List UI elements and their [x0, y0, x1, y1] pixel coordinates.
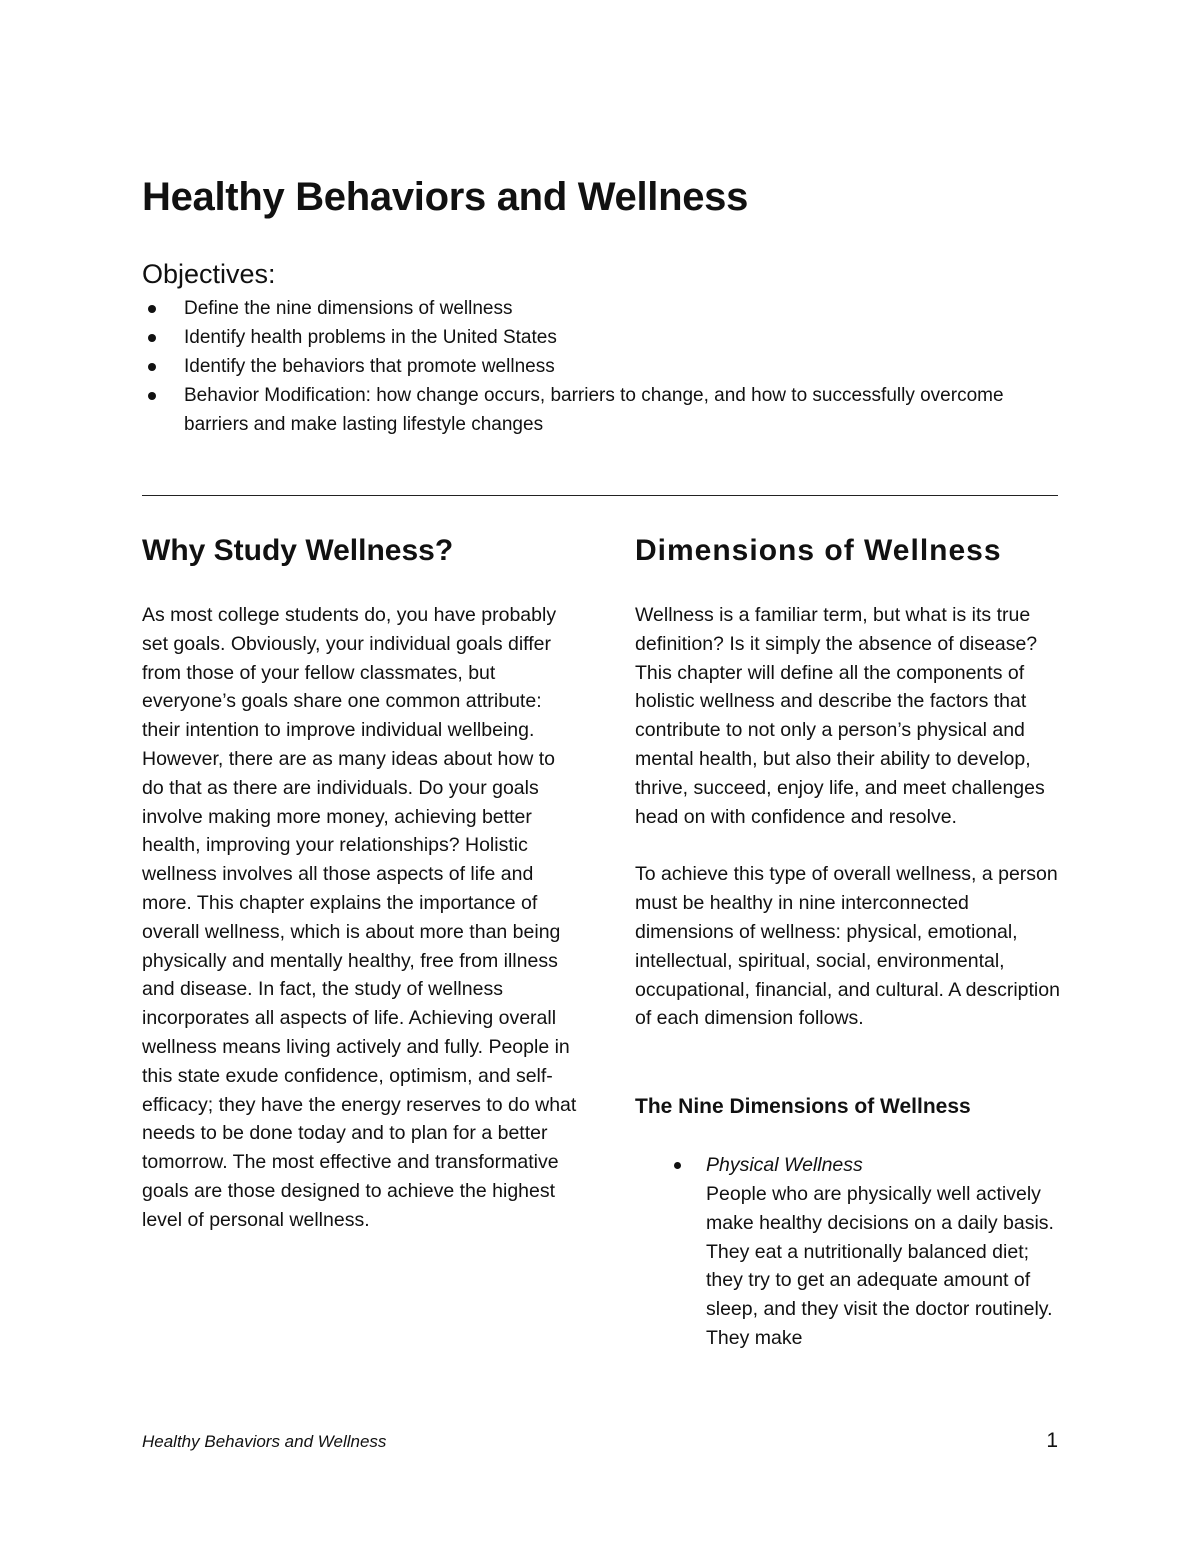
- right-column: [635, 530, 1065, 1353]
- why-study-wellness-heading: Why Study Wellness?: [142, 534, 454, 567]
- footer-title: Healthy Behaviors and Wellness: [142, 1432, 387, 1451]
- section-divider: [142, 495, 1058, 496]
- objectives-heading: Objectives:: [142, 259, 276, 289]
- dimensions-of-wellness-heading: Dimensions of Wellness: [635, 534, 1002, 567]
- objective-item: Identify the behaviors that promote wellness: [142, 352, 1042, 381]
- objective-item: Define the nine dimensions of wellness: [142, 294, 1042, 323]
- dimension-name: Physical Wellness: [706, 1154, 863, 1177]
- objective-item: Identify health problems in the United States: [142, 323, 1042, 352]
- objectives-list: [142, 294, 1042, 439]
- nine-dimensions-subheading: The Nine Dimensions of Wellness: [635, 1095, 971, 1119]
- dimension-item: [635, 1151, 1065, 1353]
- why-study-wellness-paragraph: As most college students do, you have probably set goals. Obviously, your individual goals differ from those of your fellow classmates, but everyone’s goals share one common attribute: their intention to improve individual wellbeing. However, there are as many ideas about how to do that as there are individuals. Do your goals involve making more money, achieving better health, improving your relationships? Holistic wellness involves all those aspects of life and more. This chapter explains the importance of overall wellness, which is about more than being physically and mentally healthy, free from illness and disease. In fact, the study of wellness incorporates all aspects of life. Achieving overall wellness means living actively and fully. People in this state exude confidence, optimism, and self-efficacy; they have the energy reserves to do what needs to be done today and to plan for a better tomorrow. The most effective and transformative goals are those designed to achieve the highest level of personal wellness.: [142, 604, 577, 1231]
- dimension-list: [635, 1151, 1065, 1353]
- dimension-description: People who are physically well actively make healthy decisions on a daily basis. They eat a nutritionally balanced diet; they try to get an adequate amount of sleep, and they visit the doctor routinely. They make: [706, 1182, 1054, 1349]
- page-title: Healthy Behaviors and Wellness: [142, 175, 749, 219]
- dimensions-intro-paragraph: Wellness is a familiar term, but what is its true definition? Is it simply the absence of disease? This chapter will define all the components of holistic wellness and describe the factors that contribute to not only a person’s physical and mental health, but also their ability to develop, thrive, succeed, enjoy life, and meet challenges head on with confidence and resolve.: [635, 604, 1045, 828]
- dimensions-list-paragraph: To achieve this type of overall wellness, a person must be healthy in nine interconnected dimensions of wellness: physical, emotional, intellectual, spiritual, social, environmental, occupational, financial, and cultural. A description of each dimension follows.: [635, 863, 1060, 1030]
- objective-item: Behavior Modification: how change occurs, barriers to change, and how to successfully overcome barriers and make lasting lifestyle changes: [142, 381, 1042, 439]
- left-column: [142, 530, 582, 1235]
- page-number: 1: [1046, 1429, 1058, 1452]
